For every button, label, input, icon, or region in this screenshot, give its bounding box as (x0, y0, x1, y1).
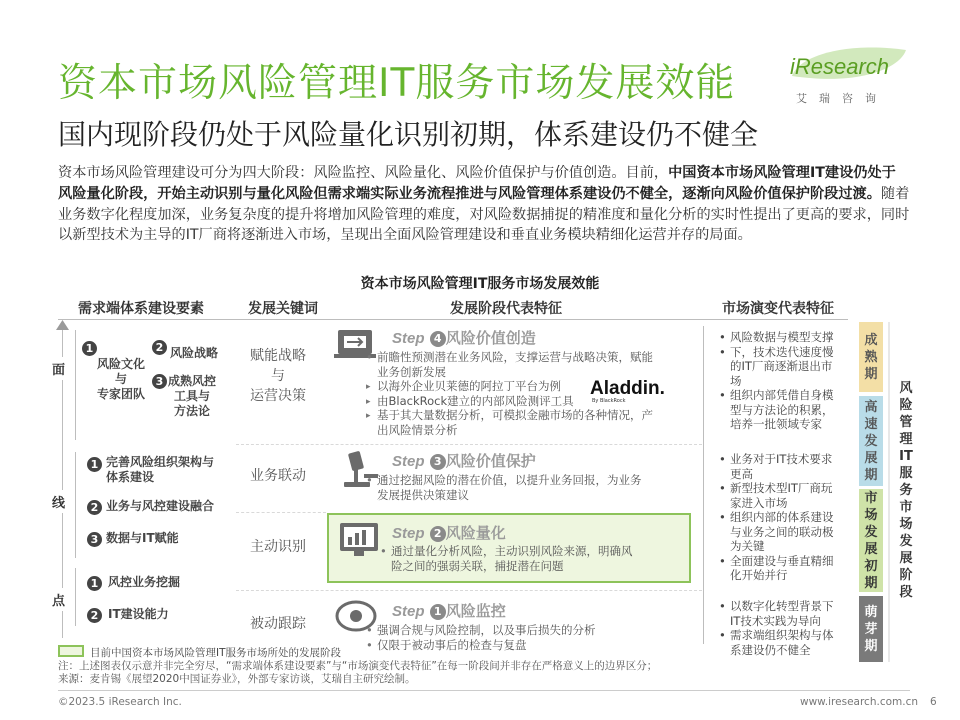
req-line-3 (87, 529, 102, 548)
market-1-line-3: 的IT厂商逐渐退出市 (730, 359, 833, 373)
aladdin-logo-sub: By BlackRock (592, 398, 626, 404)
notes (58, 660, 657, 686)
market-1-line-6: 型与方法论的积累， (730, 402, 834, 417)
market-2-line-5: • 组织内部的体系建设 (718, 510, 848, 525)
market-3-line-3: • 需求端组织架构与体 (718, 628, 848, 643)
req-line-2-label: 业务与风控建设融合 (106, 499, 215, 513)
vertical-label: 风险管理IT服务市场发展阶段 (899, 381, 913, 600)
phase-mature: 成熟期 (859, 322, 883, 392)
req-line-1-num: 1 (87, 457, 102, 472)
phase-rapid-growth: 高速发展期 (859, 396, 883, 486)
step3-bullets (364, 473, 694, 502)
step4-heading (392, 327, 536, 348)
market-1-line-7: 培养一批领域专家 (730, 417, 822, 431)
page-title: 资本市场风险管理IT服务市场发展效能 (58, 61, 736, 106)
market-2-line-7: 为关键 (730, 539, 765, 553)
intro-bold: 中国资本市场风险管理IT建设仍处于风险量化阶段，开始主动识别与量化风险但需求端实际业务流程推进与风险管理体系建设仍不健全，逐渐向风险价值保护阶段过渡。 (58, 165, 896, 202)
step1-bullets (364, 623, 694, 652)
market-2-line-4: 家进入市场 (730, 495, 788, 510)
footer-divider (58, 690, 910, 691)
face-bracket (75, 330, 76, 440)
req-face-3 (152, 371, 167, 390)
aladdin-logo: Aladdin. (590, 378, 665, 399)
req-point-2-label: IT建设能力 (108, 607, 169, 621)
req-line-1 (87, 454, 102, 473)
keyword-empower: 赋能战略 与 运营决策 (250, 348, 306, 404)
req-point-2-num: 2 (87, 608, 102, 623)
page-subtitle: 国内现阶段仍处于风险量化识别初期，体系建设仍不健全 (58, 118, 759, 151)
phase-early-market: 市场发展初期 (859, 489, 883, 592)
step3-bullet-1b: 发展提供决策建议 (377, 487, 469, 502)
market-group-3 (718, 599, 848, 657)
logo-text: iResearch (790, 54, 890, 79)
req-point-1 (87, 573, 102, 592)
market-1-line-4: 场 (730, 373, 742, 388)
row-divider-1 (236, 444, 702, 445)
col-header-market-features: 市场演变代表特征 (722, 301, 834, 317)
row-divider-3 (236, 590, 702, 591)
step1-bullet-1: • 强调合规与风险控制，以及事后损失的分析 (364, 623, 694, 638)
step2-title: 风险量化 (445, 524, 506, 542)
monitor-chart-icon (336, 519, 384, 561)
step4-title: 风险价值创造 (445, 329, 536, 347)
req-line-3-label: 数据与IT赋能 (106, 531, 179, 545)
market-2-line-2: 更高 (730, 466, 753, 481)
step4-arrow-2: ▸ 由BlackRock建立的内部风险测评工具 (364, 394, 694, 409)
note-text: 注：上述图表仅示意并非完全穷尽，“需求端体系建设要素”与“市场演变代表特征”在每一阶段间并非存在严格意义上的边界区分； (58, 660, 658, 672)
market-2-line-1: • 业务对于IT技术要求 (718, 452, 848, 467)
intro-paragraph (58, 163, 910, 246)
col-header-requirements: 需求端体系建设要素 (78, 301, 204, 317)
logo-cn-text: 艾瑞咨询 (796, 92, 888, 105)
step2-bullet-1: • 通过量化分析风险，主动识别风险来源，明确风 (378, 544, 678, 559)
req-face-3-num: 3 (152, 374, 167, 389)
market-3-line-4: 系建设仍不健全 (730, 642, 811, 657)
step4-word: Step (392, 330, 425, 347)
market-2-line-3: • 新型技术型IT厂商玩 (718, 481, 848, 496)
req-point-1-label: 风控业务挖掘 (108, 575, 181, 589)
req-face-2 (152, 337, 167, 356)
phase-bar-edge (888, 322, 890, 662)
step3-word: Step (392, 453, 425, 470)
header-divider (58, 319, 848, 320)
step3-num: 3 (430, 454, 446, 470)
step3-bullet-1: • 通过挖掘风险的潜在价值，以提升业务回报，为业务 (364, 473, 694, 488)
line-bracket (75, 452, 76, 558)
step2-bullets (378, 544, 678, 573)
step4-bullet-1b: 业务创新发展 (377, 364, 446, 379)
point-bracket (75, 568, 76, 626)
step1-word: Step (392, 603, 425, 620)
step1-title: 风险监控 (445, 602, 506, 620)
source-text: 来源：麦肯锡《展望2020中国证券业》，外部专家访谈，艾瑞自主研究绘制。 (58, 673, 416, 685)
market-1-line-2: • 下，技术迭代速度慢 (718, 345, 848, 360)
market-3-line-1: • 以数字化转型背景下 (718, 599, 848, 614)
keyword-passive-track: 被动跟踪 (250, 616, 306, 632)
axis-arrow-icon (56, 320, 69, 330)
step2-bullet-1b: 险之间的强弱关联，捕捉潜在问题 (391, 558, 564, 573)
keyword-linkage: 业务联动 (250, 468, 306, 484)
legend-label: 目前中国资本市场风险管理IT服务市场所处的发展阶段 (90, 647, 342, 659)
req-face-3-label: 成熟风控 工具与 方法论 (168, 374, 217, 418)
intro-part1: 资本市场风险管理建设可分为四大阶段：风险监控、风险量化、风险价值保护与价值创造。目前， (58, 165, 669, 181)
step4-arrow-3b: 出风险情景分析 (377, 422, 458, 437)
req-line-2 (87, 497, 102, 516)
req-face-1 (82, 338, 97, 357)
step1-heading (392, 600, 506, 621)
col-header-keywords: 发展关键词 (248, 301, 318, 317)
req-point-2 (87, 605, 102, 624)
step2-heading (392, 522, 506, 543)
footer-copyright: ©2023.5 iResearch Inc. (58, 696, 182, 708)
figure-title: 资本市场风险管理IT服务市场发展效能 (360, 276, 600, 292)
market-2-line-6: 与业务之间的联动极 (730, 524, 834, 539)
step3-title: 风险价值保护 (445, 452, 536, 470)
step1-num: 1 (430, 604, 446, 620)
market-2-line-8: • 全面建设与垂直精细 (718, 554, 848, 569)
phase-embryonic: 萌芽期 (859, 596, 883, 662)
step4-num: 4 (430, 331, 446, 347)
footer-url: www.iresearch.com.cn (800, 696, 919, 708)
req-point-1-num: 1 (87, 576, 102, 591)
side-label-line: 线 (52, 490, 65, 513)
req-face-1-label: 风险文化 与 专家团队 (96, 357, 145, 401)
step4-arrow-1: ▸ 以海外企业贝莱德的阿拉丁平台为例 (364, 379, 694, 394)
market-1-line-5: • 组织内部凭借自身模 (718, 388, 848, 403)
req-face-2-label: 风险战略 (170, 346, 219, 360)
side-label-point: 点 (52, 588, 65, 611)
step4-arrow-3: ▸ 基于其大量数据分析，可模拟金融市场的各种情况，产 (364, 408, 694, 423)
step2-num: 2 (430, 526, 446, 542)
intro-part2: 随着业务数字化程度加深，业务复杂度的提升将增加风险管理的难度，对风险数据捕捉的精准度和量化分析的实时性提出了更高的要求，同时以新型技术为主导的IT厂商将逐渐进入市场，呈现出全面风险管理建设和垂直业务模块精细化运营并存的局面。 (58, 185, 910, 244)
req-face-1-num: 1 (82, 341, 97, 356)
market-2-line-9: 化开始并行 (730, 568, 788, 582)
req-line-1-label: 完善风险组织架构与 体系建设 (106, 455, 215, 484)
row-divider-2 (236, 512, 326, 513)
req-line-3-num: 3 (87, 532, 102, 547)
legend-swatch (58, 645, 84, 657)
req-line-2-num: 2 (87, 500, 102, 515)
step1-bullet-2: • 仅限于被动事后的检查与复盘 (364, 638, 694, 653)
side-label-face: 面 (52, 357, 65, 380)
col-header-stage-features: 发展阶段代表特征 (450, 301, 562, 317)
step4-bullet-1: • 前瞻性预测潜在业务风险，支撑运营与战略决策，赋能 (364, 350, 694, 365)
keyword-active-identify: 主动识别 (250, 539, 306, 555)
market-group-2 (718, 452, 848, 583)
page-number: 6 (930, 696, 937, 708)
market-group-1 (718, 330, 848, 432)
req-face-2-num: 2 (152, 340, 167, 355)
step3-heading (392, 450, 536, 471)
step2-word: Step (392, 525, 425, 542)
market-1-line-1: • 风险数据与模型支撑 (718, 330, 848, 345)
market-3-line-2: IT技术实践为导向 (730, 613, 821, 628)
iresearch-logo (790, 46, 908, 110)
market-divider (703, 326, 704, 644)
